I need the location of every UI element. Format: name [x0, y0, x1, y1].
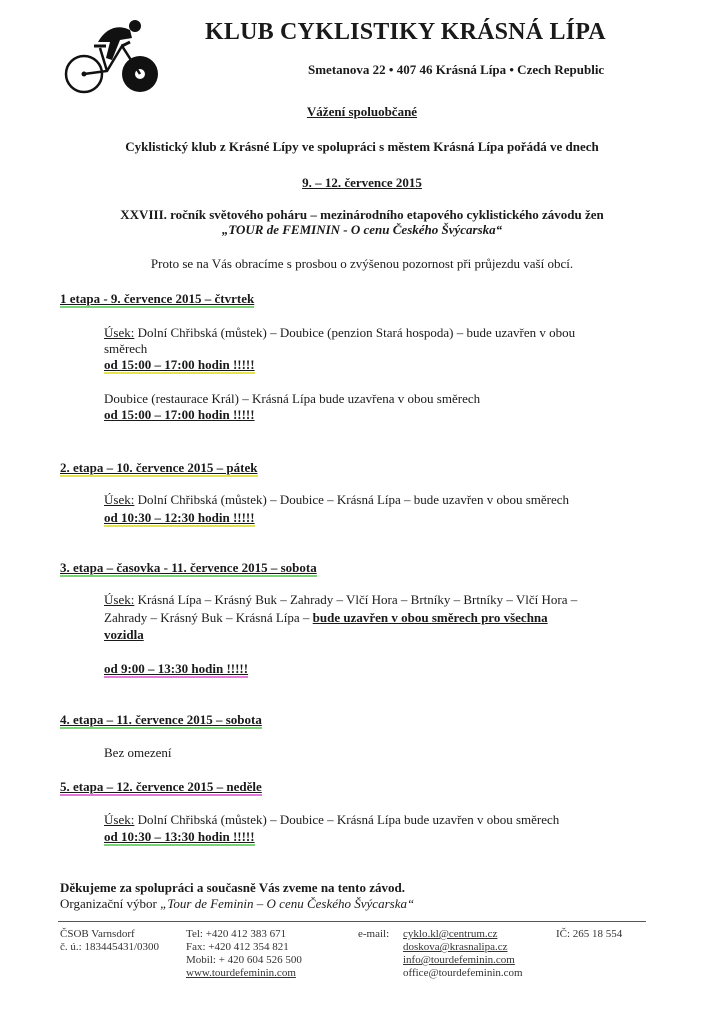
event-dates: 9. – 12. července 2015 — [302, 175, 422, 190]
footer-email-2[interactable]: doskova@krasnalipa.cz — [403, 941, 508, 953]
stage4-title: 4. etapa – 11. července 2015 – sobota — [60, 712, 262, 727]
stage3-route-end: vozidla — [104, 627, 144, 642]
cyclist-logo-icon — [62, 16, 162, 94]
stage5-time: od 10:30 – 13:30 hodin !!!!! — [104, 829, 255, 844]
stage4-text: Bez omezení — [104, 745, 172, 760]
stage1-route: Úsek: Dolní Chřibská (můstek) – Doubice (penzion Stará hospoda) – bude uzavřen v obou — [104, 325, 576, 340]
footer-tel: Tel: +420 412 383 671 — [186, 928, 287, 940]
event-title-line2: „TOUR de FEMININ - O cenu Českého Švýcarska“ — [221, 222, 503, 237]
footer-mobil: Mobil: + 420 604 526 500 — [186, 954, 302, 966]
stage5-title: 5. etapa – 12. července 2015 – neděle — [60, 779, 262, 794]
footer-email-3[interactable]: info@tourdefeminin.com — [403, 954, 515, 966]
thanks-text: Děkujeme za spolupráci a současně Vás zveme na tento závod. — [60, 880, 405, 895]
stage1-route-cont: směrech — [104, 341, 148, 356]
stage3-route: Úsek: Krásná Lípa – Krásný Buk – Zahrady – Vlčí Hora – Brtníky – Brtníky – Vlčí Hora – — [104, 592, 578, 607]
club-title: KLUB CYKLISTIKY KRÁSNÁ LÍPA — [205, 19, 606, 45]
footer-email-4[interactable]: office@tourdefeminin.com — [403, 967, 523, 979]
stage2-title: 2. etapa – 10. července 2015 – pátek — [60, 460, 258, 475]
organizer-line: Organizační výbor „Tour de Feminin – O cenu Českého Švýcarska“ — [60, 896, 415, 911]
stage5-route: Úsek: Dolní Chřibská (můstek) – Doubice – Krásná Lípa bude uzavřen v obou směrech — [104, 812, 560, 827]
event-title-line1: XXVIII. ročník světového poháru – mezinárodního etapového cyklistického závodu žen — [120, 207, 604, 222]
stage3-route-cont: Zahrady – Krásný Buk – Krásná Lípa – bude uzavřen v obou směrech pro všechna — [104, 610, 548, 625]
footer-web-link[interactable]: www.tourdefeminin.com — [186, 967, 296, 979]
footer-email-1[interactable]: cyklo.kl@centrum.cz — [403, 928, 498, 940]
club-address: Smetanova 22 • 407 46 Krásná Lípa • Czech Republic — [308, 62, 605, 77]
stage1-time2: od 15:00 – 17:00 hodin !!!!! — [104, 407, 255, 422]
intro-text: Cyklistický klub z Krásné Lípy ve spolupráci s městem Krásná Lípa pořádá ve dnech — [125, 139, 599, 154]
footer-ic: IČ: 265 18 554 — [556, 928, 623, 940]
footer-email-label: e-mail: — [358, 928, 390, 940]
stage1-route2: Doubice (restaurace Král) – Krásná Lípa bude uzavřena v obou směrech — [104, 391, 481, 406]
footer-divider — [58, 921, 646, 922]
stage3-title: 3. etapa – časovka - 11. července 2015 – sobota — [60, 560, 317, 575]
footer-bank-name: ČSOB Varnsdorf — [60, 928, 135, 940]
greeting: Vážení spoluobčané — [306, 104, 418, 119]
footer-bank-account: č. ú.: 183445431/0300 — [60, 941, 159, 953]
stage2-route: Úsek: Dolní Chřibská (můstek) – Doubice – Krásná Lípa – bude uzavřen v obou směrech — [104, 492, 570, 507]
footer-fax: Fax: +420 412 354 821 — [186, 941, 289, 953]
stage1-time: od 15:00 – 17:00 hodin !!!!! — [104, 357, 255, 372]
request-text: Proto se na Vás obracíme s prosbou o zvýšenou pozornost při průjezdu vaší obcí. — [150, 256, 574, 271]
stage3-time: od 9:00 – 13:30 hodin !!!!! — [104, 661, 249, 676]
stage2-time: od 10:30 – 12:30 hodin !!!!! — [104, 510, 255, 525]
stage1-title: 1 etapa - 9. července 2015 – čtvrtek — [60, 291, 255, 306]
